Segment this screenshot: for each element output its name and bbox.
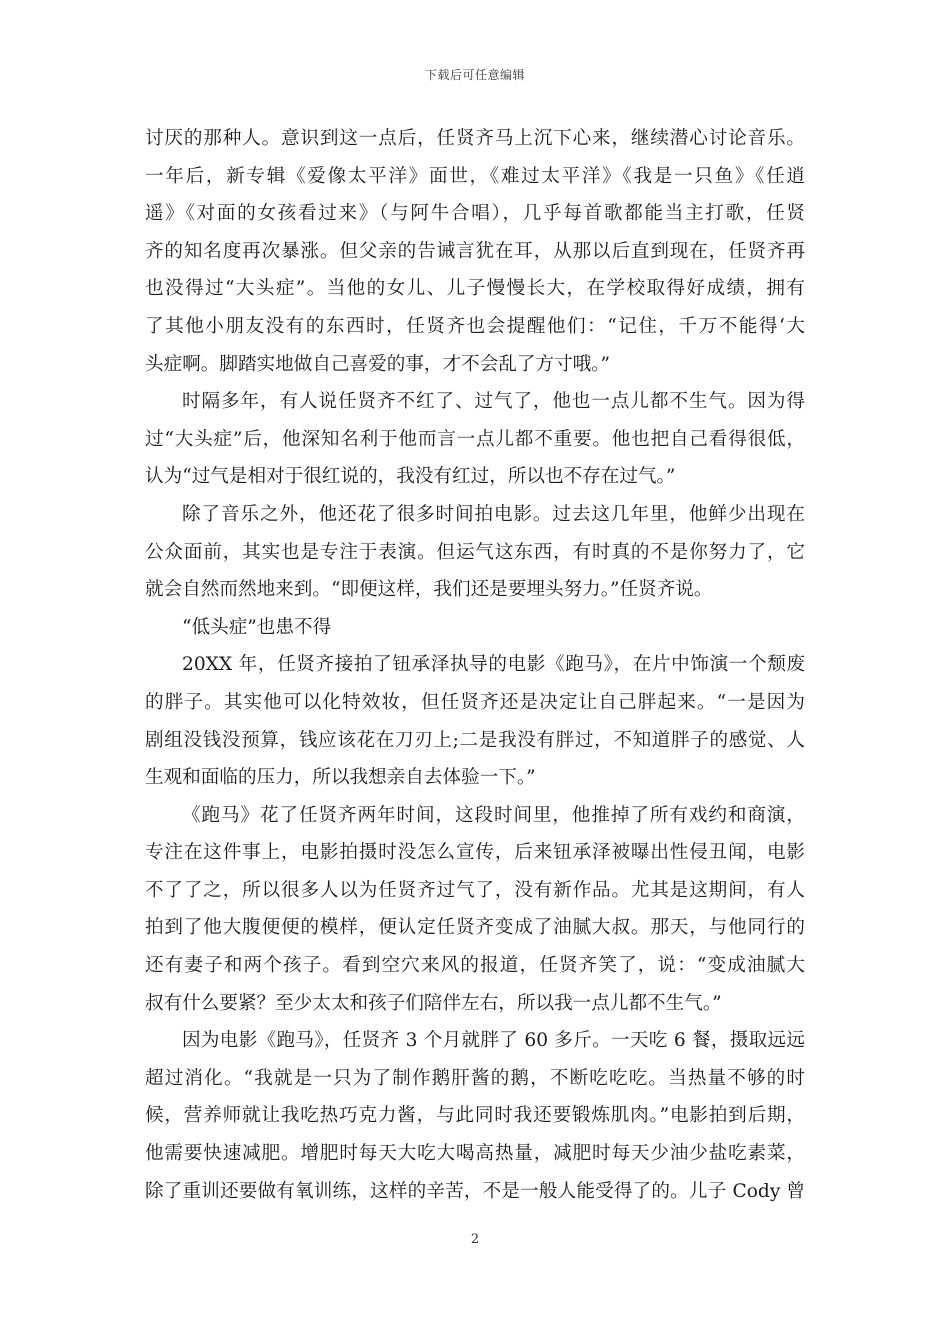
text-line: 20XX 年，任贤齐接拍了钮承泽执导的电影《跑马》，在片中饰演一个颓废	[182, 654, 805, 676]
section-heading: “低头症”也患不得	[182, 616, 332, 638]
text-line: 叔有什么要紧？至少太太和孩子们陪伴左右，所以我一点儿都不生气。”	[145, 992, 722, 1014]
text-line: 就会自然而然地来到。“即便这样，我们还是要埋头努力。”任贤齐说。	[145, 579, 713, 601]
text-line: 候，营养师就让我吃热巧克力酱，与此同时我还要锻炼肌肉。”电影拍到后期，	[145, 1105, 805, 1127]
text-line: 除了重训还要做有氧训练，这样的辛苦，不是一般人能受得了的。儿子 Cody 曾	[145, 1180, 805, 1202]
text-line: 剧组没钱没预算，钱应该花在刀刃上;二是我没有胖过，不知道胖子的感觉、人	[145, 729, 805, 751]
text-line: 齐的知名度再次暴涨。但父亲的告诫言犹在耳，从那以后直到现在，任贤齐再	[145, 240, 805, 262]
text-line: 了其他小朋友没有的东西时，任贤齐也会提醒他们：“记住，千万不能得‘大	[145, 315, 805, 337]
text-line: 也没得过“大头症”。当他的女儿、儿子慢慢长大，在学校取得好成绩，拥有	[145, 278, 805, 300]
text-line: 他需要快速减肥。增肥时每天大吃大喝高热量，减肥时每天少油少盐吃素菜，	[145, 1143, 805, 1165]
text-line: 生观和面临的压力，所以我想亲自去体验一下。”	[145, 767, 536, 789]
text-line: 专注在这件事上，电影拍摄时没怎么宣传，后来钮承泽被曝出性侵丑闻，电影	[145, 842, 805, 864]
document-body	[145, 120, 805, 1210]
text-line: 头症啊。脚踏实地做自己喜爱的事，才不会乱了方寸哦。”	[145, 353, 611, 375]
text-line: 公众面前，其实也是专注于表演。但运气这东西，有时真的不是你努力了，它	[145, 541, 805, 563]
text-line: 不了了之，所以很多人以为任贤齐过气了，没有新作品。尤其是这期间，有人	[145, 879, 805, 901]
text-line: 《跑马》花了任贤齐两年时间，这段时间里，他推掉了所有戏约和商演，	[182, 804, 805, 826]
text-line: 的胖子。其实他可以化特效妆，但任贤齐还是决定让自己胖起来。“一是因为	[145, 691, 805, 713]
text-line: 还有妻子和两个孩子。看到空穴来风的报道，任贤齐笑了，说：“变成油腻大	[145, 955, 805, 977]
text-line: 拍到了他大腹便便的模样，便认定任贤齐变成了油腻大叔。那天，与他同行的	[145, 917, 805, 939]
page-number: 2	[470, 1232, 480, 1247]
page-header: 下载后可任意编辑	[424, 68, 525, 82]
text-line: 认为“过气是相对于很红说的，我没有红过，所以也不存在过气。”	[145, 466, 676, 488]
text-line: 因为电影《跑马》，任贤齐 3 个月就胖了 60 多斤。一天吃 6 餐，摄取远远	[182, 1030, 805, 1052]
text-line: 讨厌的那种人。意识到这一点后，任贤齐马上沉下心来，继续潜心讨论音乐。	[145, 128, 805, 149]
text-line: 除了音乐之外，他还花了很多时间拍电影。过去这几年里，他鲜少出现在	[182, 503, 805, 525]
text-line: 遥》《对面的女孩看过来》（与阿牛合唱），几乎每首歌都能当主打歌，任贤	[145, 203, 805, 225]
text-line: 超过消化。“我就是一只为了制作鹅肝酱的鹅，不断吃吃吃。当热量不够的时	[145, 1067, 805, 1089]
text-line: 一年后，新专辑《爱像太平洋》面世，《难过太平洋》《我是一只鱼》《任逍	[145, 165, 805, 187]
text-line: 过“大头症”后，他深知名利于他而言一点儿都不重要。他也把自己看得很低，	[145, 428, 805, 450]
text-line: 时隔多年，有人说任贤齐不红了、过气了，他也一点儿都不生气。因为得	[182, 391, 805, 413]
